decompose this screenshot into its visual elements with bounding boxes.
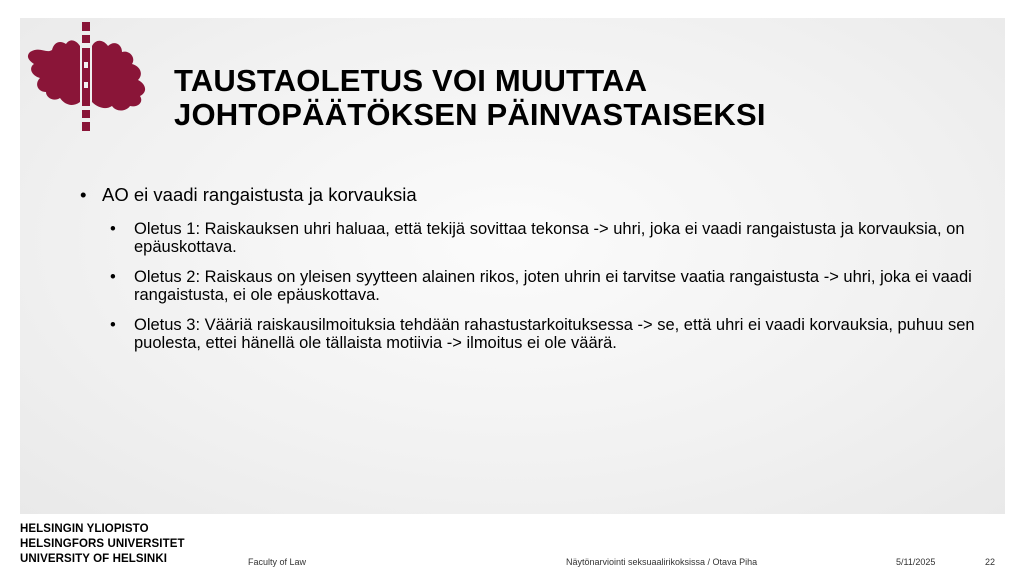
university-wordmark xyxy=(20,522,185,567)
slide-body xyxy=(80,184,980,364)
sub-bullet-text: Oletus 1: Raiskauksen uhri haluaa, että tekijä sovittaa tekonsa -> uhri, joka ei vaadi rangaistusta ja korvauksia, on epäuskottava. xyxy=(134,220,965,256)
university-name-fi: HELSINGIN YLIOPISTO xyxy=(20,523,149,535)
footer-date: 5/11/2025 xyxy=(896,557,936,567)
title-line-2: JOHTOPÄÄTÖKSEN PÄINVASTAISEKSI xyxy=(174,97,766,132)
footer-faculty: Faculty of Law xyxy=(248,557,307,567)
bullet-text: AO ei vaadi rangaistusta ja korvauksia xyxy=(102,184,417,205)
bullet-icon: • xyxy=(110,220,116,238)
bullet-icon: • xyxy=(80,184,87,205)
helsinki-flame-logo-icon xyxy=(26,22,150,134)
bullet-item xyxy=(80,184,980,206)
title-line-1: TAUSTAOLETUS VOI MUUTTAA xyxy=(174,63,648,98)
university-name-sv: HELSINGFORS UNIVERSITET xyxy=(20,538,185,550)
footer-topic: Näytönarviointi seksuaalirikoksissa / Otava Piha xyxy=(566,557,758,567)
bullet-icon: • xyxy=(110,316,116,334)
bullet-icon: • xyxy=(110,268,116,286)
sub-bullet-item xyxy=(110,316,984,352)
sub-bullet-text: Oletus 2: Raiskaus on yleisen syytteen alainen rikos, joten uhrin ei tarvitse vaatia rangaistusta -> uhri, joka ei vaadi rangaistusta, ei ole epäuskottava. xyxy=(134,268,972,304)
sub-bullet-item xyxy=(110,268,984,304)
university-name-en: UNIVERSITY OF HELSINKI xyxy=(20,553,168,565)
footer-page-number: 22 xyxy=(985,557,996,567)
slide-title xyxy=(174,64,974,132)
sub-bullet-text: Oletus 3: Vääriä raiskausilmoituksia tehdään rahastustarkoituksessa -> se, että uhri ei vaadi korvauksia, puhuu sen puolesta, ettei hänellä ole tällaista motiivia -> ilmoitus ei ole väärä. xyxy=(134,316,975,352)
sub-bullet-item xyxy=(110,220,984,256)
